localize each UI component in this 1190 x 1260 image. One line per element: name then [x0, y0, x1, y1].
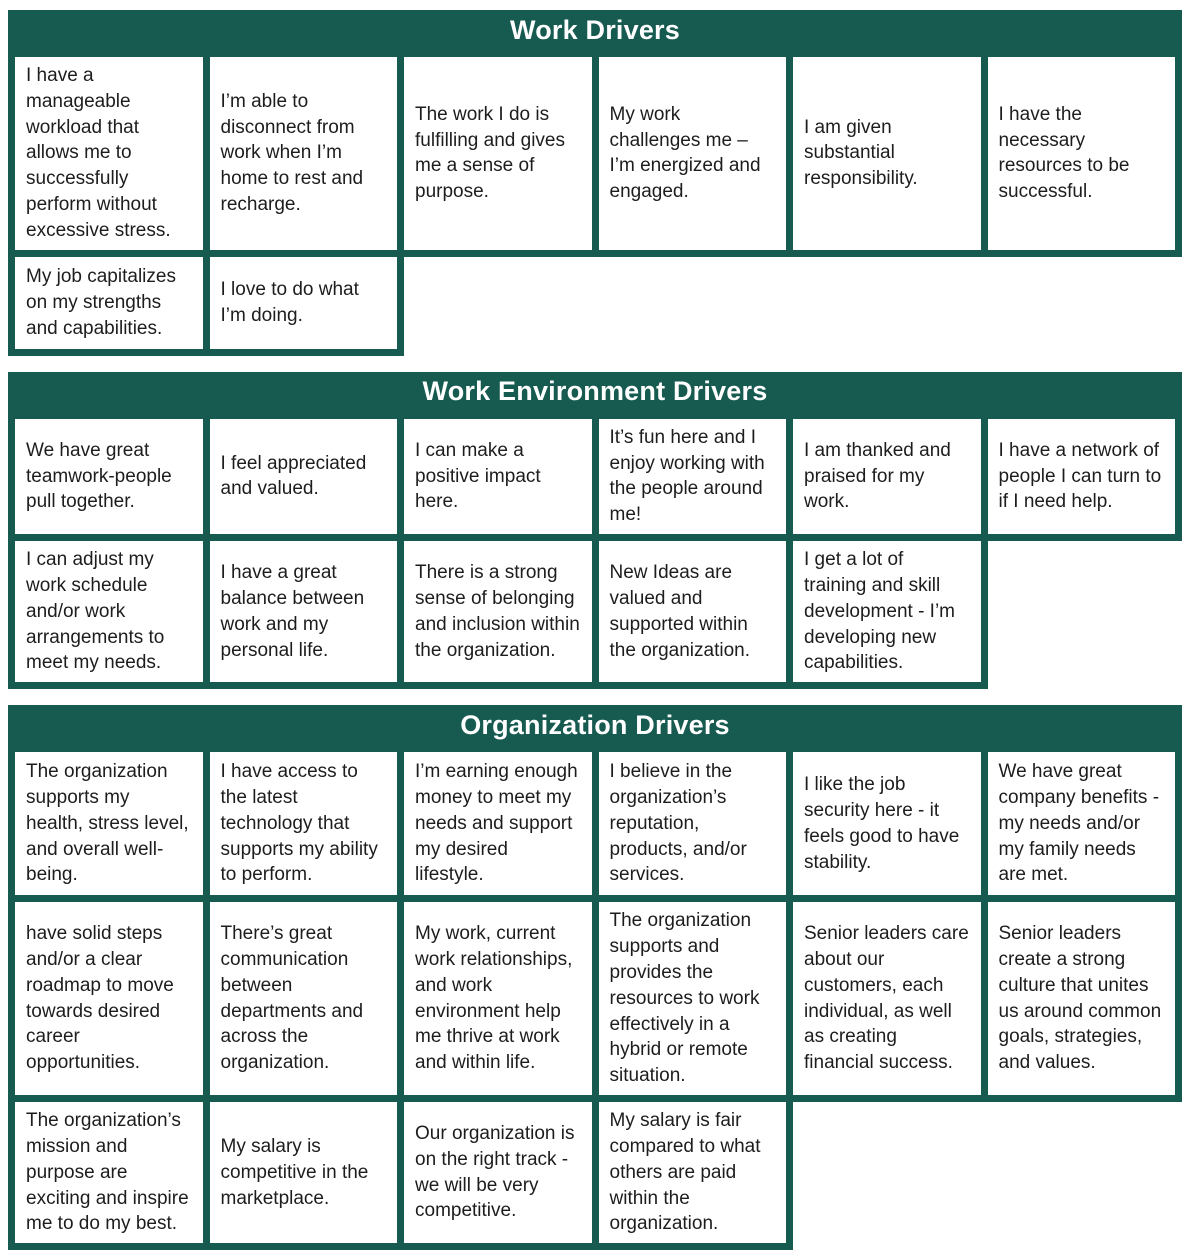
driver-cell: I have a manageable workload that allows me to successfully perform without excessive stress. — [15, 57, 203, 250]
driver-cell: I have access to the latest technology that supports my ability to perform. — [210, 752, 398, 895]
driver-cell: I have the necessary resources to be successful. — [988, 57, 1176, 250]
driver-row — [8, 745, 1182, 902]
driver-cell: Our organization is on the right track - we will be very competitive. — [404, 1102, 592, 1243]
driver-cell: Senior leaders care about our customers, each individual, as well as creating financial success. — [793, 902, 981, 1095]
section-title: Organization Drivers — [8, 705, 1182, 745]
driver-cell: I am given substantial responsibility. — [793, 57, 981, 250]
driver-row — [8, 412, 1182, 541]
driver-cell: I love to do what I’m doing. — [210, 257, 398, 349]
section-work-environment-drivers — [8, 372, 1182, 689]
driver-cell: There is a strong sense of belonging and inclusion within the organization. — [404, 541, 592, 682]
driver-cell: I am thanked and praised for my work. — [793, 419, 981, 534]
driver-cell: I have a network of people I can turn to if I need help. — [988, 419, 1176, 534]
driver-cell: The work I do is fulfilling and gives me a sense of purpose. — [404, 57, 592, 250]
driver-cell: The organization’s mission and purpose are exciting and inspire me to do my best. — [15, 1102, 203, 1243]
driver-row — [8, 534, 988, 689]
driver-cell: I can make a positive impact here. — [404, 419, 592, 534]
driver-cell: My salary is fair compared to what others are paid within the organization. — [599, 1102, 787, 1243]
driver-cell: I can adjust my work schedule and/or work arrangements to meet my needs. — [15, 541, 203, 682]
driver-cell: My work challenges me – I’m energized and engaged. — [599, 57, 787, 250]
section-organization-drivers — [8, 705, 1182, 1250]
driver-cell: I feel appreciated and valued. — [210, 419, 398, 534]
driver-cell: The organization supports and provides the resources to work effectively in a hybrid or remote situation. — [599, 902, 787, 1095]
section-title: Work Drivers — [8, 10, 1182, 50]
driver-cell: The organization supports my health, stress level, and overall well-being. — [15, 752, 203, 895]
driver-row — [8, 50, 1182, 257]
driver-cell: I have a great balance between work and my personal life. — [210, 541, 398, 682]
driver-cell: I like the job security here - it feels good to have stability. — [793, 752, 981, 895]
driver-cell: We have great company benefits - my needs and/or my family needs are met. — [988, 752, 1176, 895]
driver-cell: We have great teamwork-people pull together. — [15, 419, 203, 534]
driver-row — [8, 1095, 793, 1250]
driver-row — [8, 895, 1182, 1102]
driver-cell: I get a lot of training and skill development - I’m developing new capabilities. — [793, 541, 981, 682]
driver-cell: New Ideas are valued and supported within the organization. — [599, 541, 787, 682]
driver-cell: My work, current work relationships, and work environment help me thrive at work and within life. — [404, 902, 592, 1095]
driver-cell: There’s great communication between departments and across the organization. — [210, 902, 398, 1095]
driver-cell: I’m earning enough money to meet my needs and support my desired lifestyle. — [404, 752, 592, 895]
section-work-drivers — [8, 10, 1182, 356]
driver-cell: My job capitalizes on my strengths and capabilities. — [15, 257, 203, 349]
driver-cell: My salary is competitive in the marketplace. — [210, 1102, 398, 1243]
driver-row — [8, 250, 404, 356]
driver-cell: I’m able to disconnect from work when I’m home to rest and recharge. — [210, 57, 398, 250]
driver-cell: It’s fun here and I enjoy working with the people around me! — [599, 419, 787, 534]
driver-cell: have solid steps and/or a clear roadmap to move towards desired career opportunities. — [15, 902, 203, 1095]
section-title: Work Environment Drivers — [8, 372, 1182, 412]
driver-cell: Senior leaders create a strong culture that unites us around common goals, strategies, and values. — [988, 902, 1176, 1095]
driver-cell: I believe in the organization’s reputation, products, and/or services. — [599, 752, 787, 895]
